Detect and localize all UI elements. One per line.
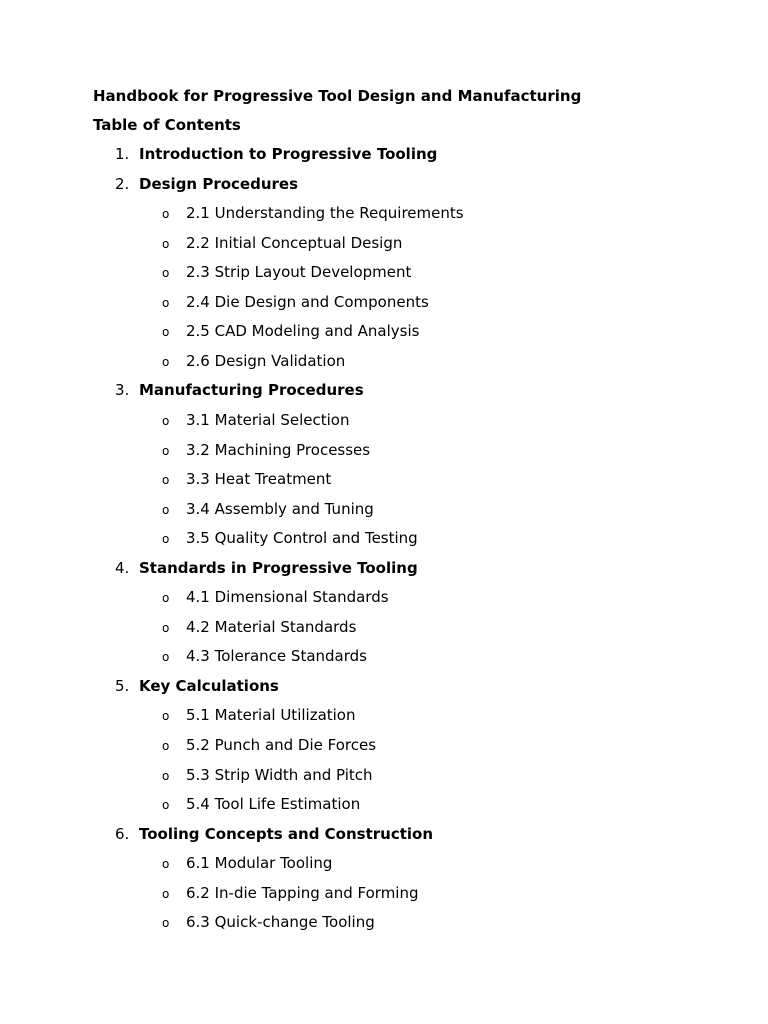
section-title: Key Calculations [139,677,279,695]
subsection-title: 2.5 CAD Modeling and Analysis [186,322,420,340]
subsection-title: 4.3 Tolerance Standards [186,647,367,665]
subsection-title: 6.2 In-die Tapping and Forming [186,884,419,902]
hollow-bullet-icon: o [162,207,170,221]
subsection-title: 5.2 Punch and Die Forces [186,736,377,754]
subsection-title: 2.3 Strip Layout Development [186,263,412,281]
section-number: 6. [115,825,130,843]
hollow-bullet-icon: o [162,857,170,871]
hollow-bullet-icon: o [162,798,170,812]
hollow-bullet-icon: o [162,532,170,546]
section-number: 5. [115,677,130,695]
subsection-title: 3.1 Material Selection [186,411,350,429]
hollow-bullet-icon: o [162,591,170,605]
hollow-bullet-icon: o [162,355,170,369]
toc-heading: Table of Contents [93,116,241,134]
hollow-bullet-icon: o [162,473,170,487]
hollow-bullet-icon: o [162,414,170,428]
subsection-title: 5.3 Strip Width and Pitch [186,766,373,784]
subsection-title: 5.1 Material Utilization [186,706,356,724]
subsection-title: 2.6 Design Validation [186,352,346,370]
hollow-bullet-icon: o [162,444,170,458]
hollow-bullet-icon: o [162,916,170,930]
subsection-title: 6.3 Quick-change Tooling [186,913,375,931]
hollow-bullet-icon: o [162,650,170,664]
subsection-title: 2.2 Initial Conceptual Design [186,234,403,252]
hollow-bullet-icon: o [162,887,170,901]
subsection-title: 3.3 Heat Treatment [186,470,332,488]
section-number: 1. [115,145,130,163]
section-title: Standards in Progressive Tooling [139,559,418,577]
section-number: 2. [115,175,130,193]
hollow-bullet-icon: o [162,739,170,753]
subsection-title: 4.1 Dimensional Standards [186,588,389,606]
subsection-title: 2.4 Die Design and Components [186,293,429,311]
subsection-title: 3.2 Machining Processes [186,441,371,459]
subsection-title: 4.2 Material Standards [186,618,357,636]
section-number: 3. [115,381,130,399]
section-title: Manufacturing Procedures [139,381,364,399]
section-title: Tooling Concepts and Construction [139,825,434,843]
hollow-bullet-icon: o [162,325,170,339]
hollow-bullet-icon: o [162,296,170,310]
section-number: 4. [115,559,130,577]
section-title: Design Procedures [139,175,299,193]
subsection-title: 6.1 Modular Tooling [186,854,333,872]
section-title: Introduction to Progressive Tooling [139,145,438,163]
subsection-title: 2.1 Understanding the Requirements [186,204,464,222]
hollow-bullet-icon: o [162,621,170,635]
subsection-title: 3.4 Assembly and Tuning [186,500,374,518]
hollow-bullet-icon: o [162,266,170,280]
document-title: Handbook for Progressive Tool Design and Manufacturing [93,87,582,105]
hollow-bullet-icon: o [162,769,170,783]
subsection-title: 5.4 Tool Life Estimation [186,795,361,813]
hollow-bullet-icon: o [162,709,170,723]
hollow-bullet-icon: o [162,503,170,517]
hollow-bullet-icon: o [162,237,170,251]
subsection-title: 3.5 Quality Control and Testing [186,529,418,547]
